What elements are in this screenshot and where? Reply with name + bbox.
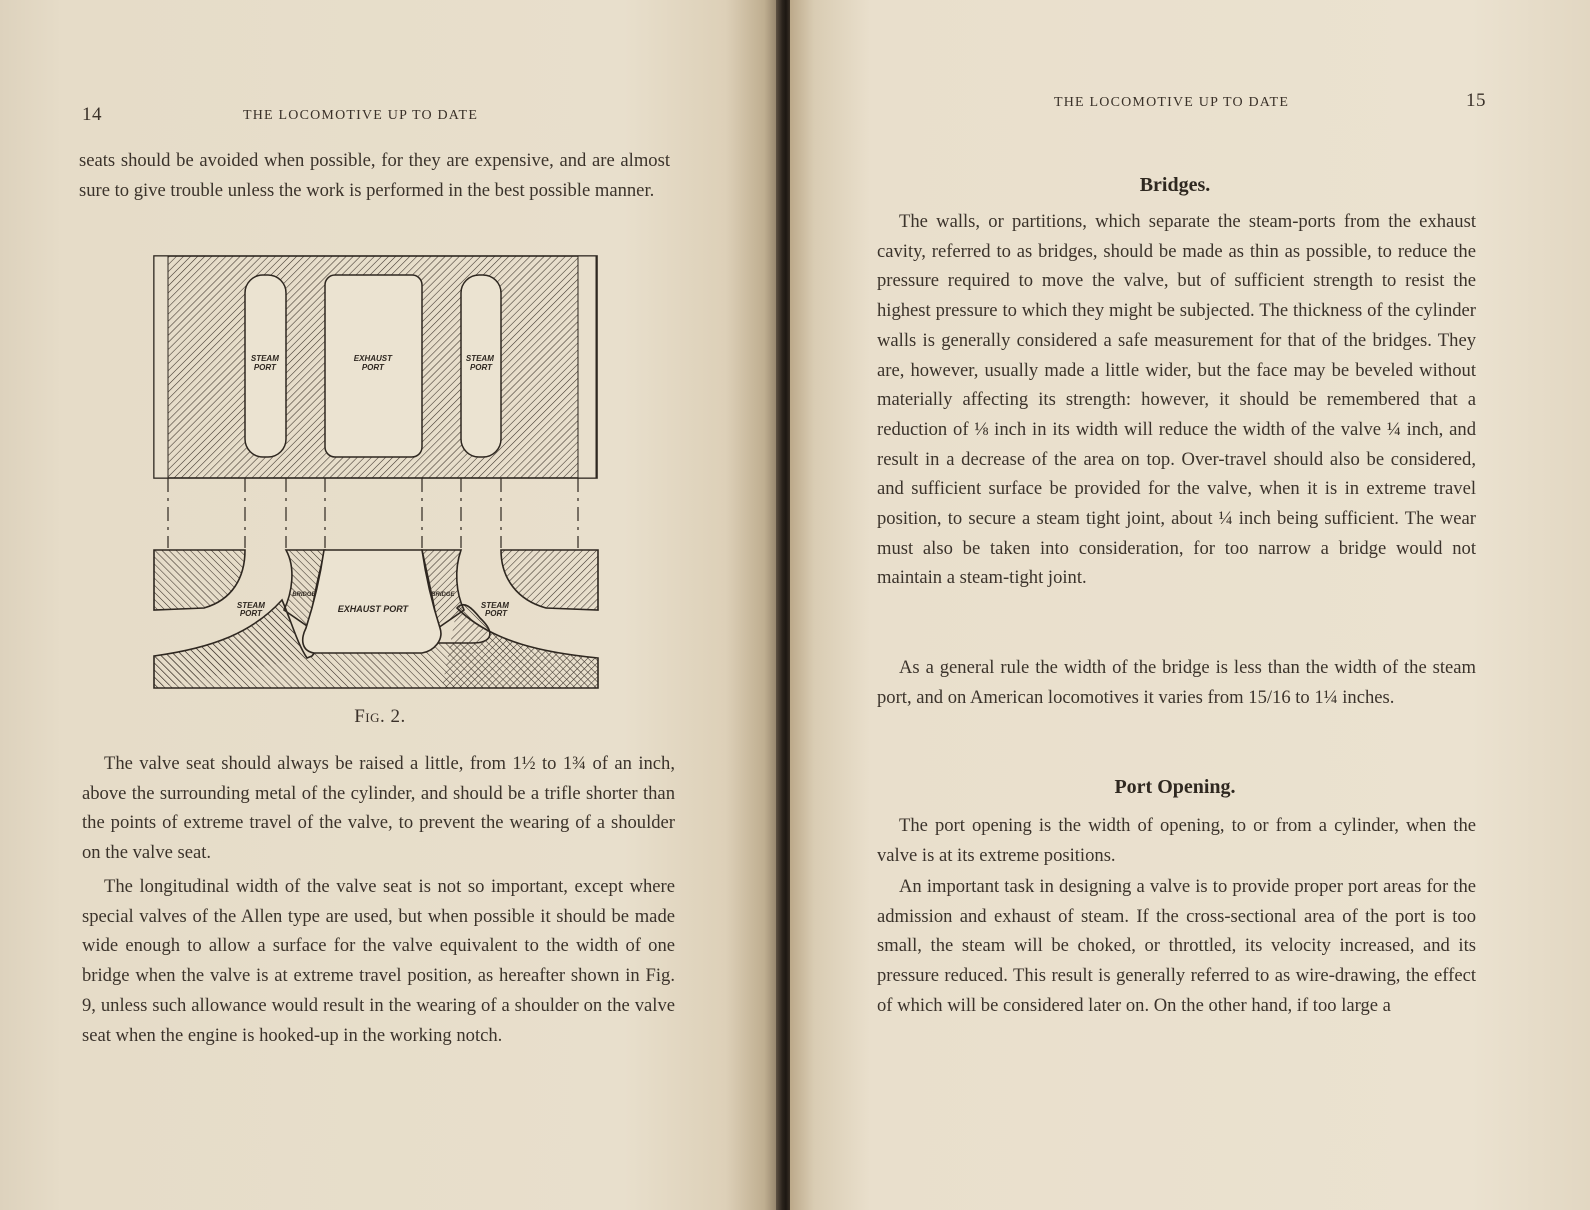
valve-seat-figure — [142, 248, 612, 698]
section-steam-port-left-label-2: PORT — [239, 609, 262, 618]
running-head: THE LOCOMOTIVE UP TO DATE — [1054, 95, 1290, 110]
plan-steam-port-right-label-1: STEAM — [465, 354, 494, 363]
left-paragraph-2: The longitudinal width of the valve seat is not so important, except where special valves of the Allen type are used, but when possible it should be made wide enough to allow a surface for the valve equivalent to the width of one bridge when the valve is at extreme travel position, as hereafter shown in Fig. 9, unless such allowance would result in the wearing of a shoulder on the valve seat when the engine is hooked-up in the working notch. — [82, 876, 675, 1046]
page-number: 15 — [1466, 90, 1486, 111]
section-exhaust-port-label: EXHAUST PORT — [337, 604, 409, 614]
plan-view — [154, 256, 597, 478]
plan-steam-port-left-label-2: PORT — [253, 363, 276, 372]
section-steam-port-right-label-2: PORT — [484, 609, 508, 618]
right-page — [790, 0, 1590, 1210]
bridges-paragraph-2: As a general rule the width of the bridge is less than the width of the steam port, and on American locomotives it varies from 15/16 to 1¼ inches. — [877, 657, 1476, 708]
section-heading-port-opening: Port Opening. — [1114, 776, 1236, 798]
left-paragraph-1: The valve seat should always be raised a little, from 1½ to 1¾ of an inch, above the surrounding metal of the cylinder, and should be a trifle shorter than the points of extreme travel of the valve, to prevent the wearing of a shoulder on the valve seat. — [82, 753, 675, 864]
section-steam-port-left-label-1: STEAM — [236, 601, 265, 610]
projection-lines — [168, 478, 578, 548]
section-bridge-right-label: BRIDGE — [431, 592, 455, 598]
left-page — [0, 0, 780, 1210]
opening-paragraph: seats should be avoided when possible, for they are expensive, and are almost sure to give trouble unless the work is performed in the best possible manner. — [79, 150, 670, 201]
section-bridge-left-label: BRIDGE — [292, 592, 316, 598]
page-number: 14 — [82, 104, 102, 125]
plan-steam-port-left-label-1: STEAM — [250, 354, 279, 363]
section-view — [154, 550, 598, 688]
plan-exhaust-port-label-2: PORT — [361, 363, 384, 372]
figure-caption: Fig. 2. — [354, 706, 406, 727]
plan-exhaust-port-label-1: EXHAUST — [353, 354, 392, 363]
running-head: THE LOCOMOTIVE UP TO DATE — [243, 108, 479, 123]
bridges-paragraph-1: The walls, or partitions, which separate the steam-ports from the exhaust cavity, referred to as bridges, should be made as thin as possible, to reduce the pressure required to move the valve, but of sufficient strength to resist the highest pressure to which they might be subjected. The thickness of the cylinder walls is generally considered a safe measurement for that of the bridges. They are, however, usually made a little wider, but the face may be beveled without materially affecting its strength: however, it should be remembered that a reduction of ⅛ inch in its width will reduce the width of the valve ¼ inch, and result in a decrease of the area on top. Over-travel should also be considered, and sufficient surface be provided for the valve, when it is in extreme travel position, to secure a steam tight joint, about ¼ inch being sufficient. The wear must also be taken into consideration, for too narrow a bridge would not maintain a steam-tight joint. — [877, 211, 1476, 589]
port-opening-paragraph-1: The port opening is the width of opening, to or from a cylinder, when the valve is at its extreme positions. — [877, 815, 1476, 866]
port-opening-paragraph-2: An important task in designing a valve is to provide proper port areas for the admission and exhaust of steam. If the cross-sectional area of the port is too small, the steam will be choked, or throttled, its velocity increased, and its pressure reduced. This result is generally referred to as wire-drawing, the effect of which will be considered later on. On the other hand, if too large a — [877, 876, 1476, 1016]
plan-steam-port-right-label-2: PORT — [469, 363, 493, 372]
section-steam-port-right-label-1: STEAM — [480, 601, 509, 610]
section-heading-bridges: Bridges. — [1139, 174, 1211, 196]
